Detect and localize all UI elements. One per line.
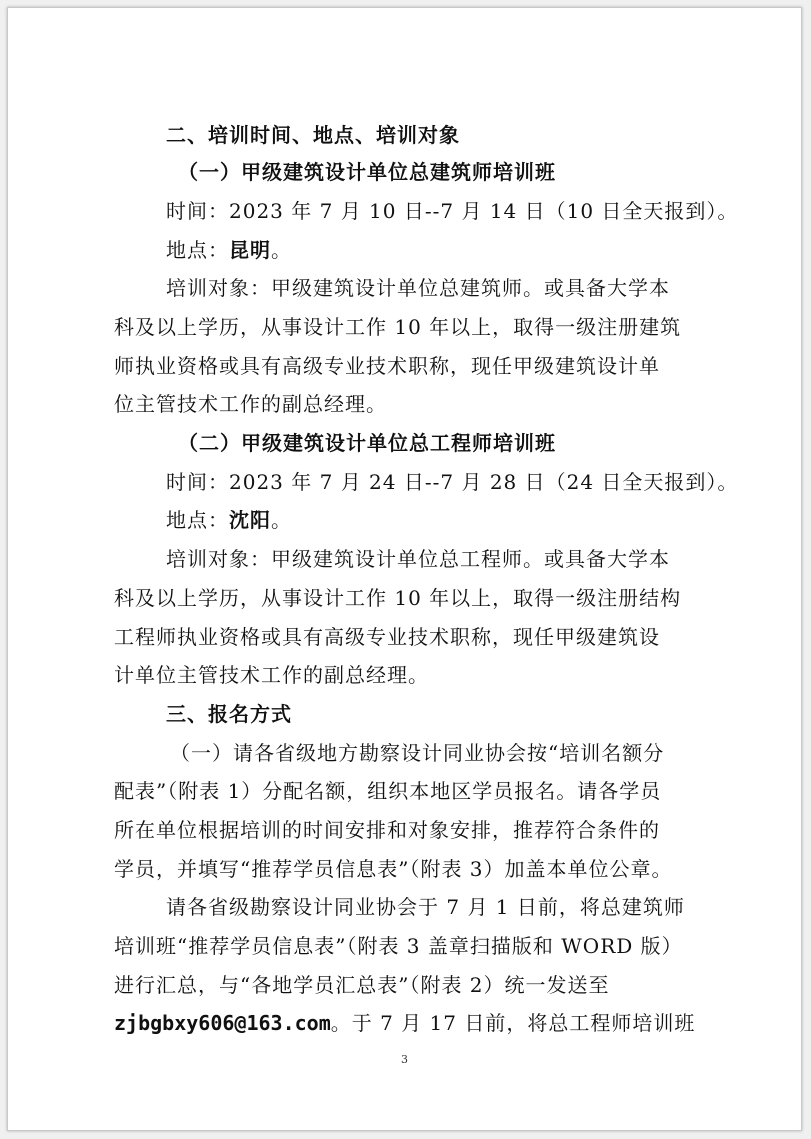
place-end: 。	[271, 238, 292, 262]
document-page	[7, 7, 802, 1131]
submission-para-line: 培训班“推荐学员信息表”（附表 3 盖章扫描版和 WORD 版）	[114, 934, 683, 958]
place-value: 沈阳	[229, 508, 271, 532]
architect-target-line: 培训对象：甲级建筑设计单位总建筑师。或具备大学本	[166, 276, 670, 300]
engineer-target-line: 培训对象：甲级建筑设计单位总工程师。或具备大学本	[166, 547, 670, 571]
architect-place	[166, 238, 292, 262]
place-label: 地点：	[166, 508, 229, 532]
email-address[interactable]: zjbgbxy606@163.com	[114, 1011, 331, 1035]
architect-time: 时间：2023 年 7 月 10 日--7 月 14 日（10 日全天报到）。	[166, 199, 739, 223]
registration-para-line: 所在单位根据培训的时间安排和对象安排，推荐符合条件的	[114, 818, 660, 842]
submission-para-line: 进行汇总，与“各地学员汇总表”（附表 2）统一发送至	[114, 973, 610, 997]
engineer-target-line: 工程师执业资格或具有高级专业技术职称，现任甲级建筑设	[114, 625, 660, 649]
subheading-architect-class: （一）甲级建筑设计单位总建筑师培训班	[178, 160, 556, 184]
architect-target-line: 科及以上学历，从事设计工作 10 年以上，取得一级注册建筑	[114, 315, 682, 339]
last-line-rest: 。于 7 月 17 日前，将总工程师培训班	[330, 1011, 696, 1035]
engineer-target-line: 科及以上学历，从事设计工作 10 年以上，取得一级注册结构	[114, 586, 682, 610]
page-number: 3	[401, 1053, 408, 1066]
registration-para-line: 配表”（附表 1）分配名额，组织本地区学员报名。请各学员	[114, 779, 662, 803]
architect-target-line: 位主管技术工作的副总经理。	[114, 392, 387, 416]
engineer-time: 时间：2023 年 7 月 24 日--7 月 28 日（24 日全天报到）。	[166, 470, 739, 494]
subheading-engineer-class: （二）甲级建筑设计单位总工程师培训班	[178, 431, 556, 455]
place-value: 昆明	[229, 238, 271, 262]
registration-para-line: 学员，并填写“推荐学员信息表”（附表 3）加盖本单位公章。	[114, 857, 673, 881]
place-label: 地点：	[166, 238, 229, 262]
submission-para-last-line	[114, 1011, 695, 1035]
engineer-place	[166, 508, 292, 532]
submission-para-line: 请各省级勘察设计同业协会于 7 月 1 日前，将总建筑师	[166, 895, 685, 919]
registration-para-line: （一）请各省级地方勘察设计同业协会按“培训名额分	[170, 741, 665, 765]
architect-target-line: 师执业资格或具有高级专业技术职称，现任甲级建筑设计单	[114, 354, 660, 378]
heading-section-3: 三、报名方式	[166, 702, 292, 726]
heading-section-2: 二、培训时间、地点、培训对象	[166, 123, 460, 147]
place-end: 。	[271, 508, 292, 532]
engineer-target-line: 计单位主管技术工作的副总经理。	[114, 663, 429, 687]
